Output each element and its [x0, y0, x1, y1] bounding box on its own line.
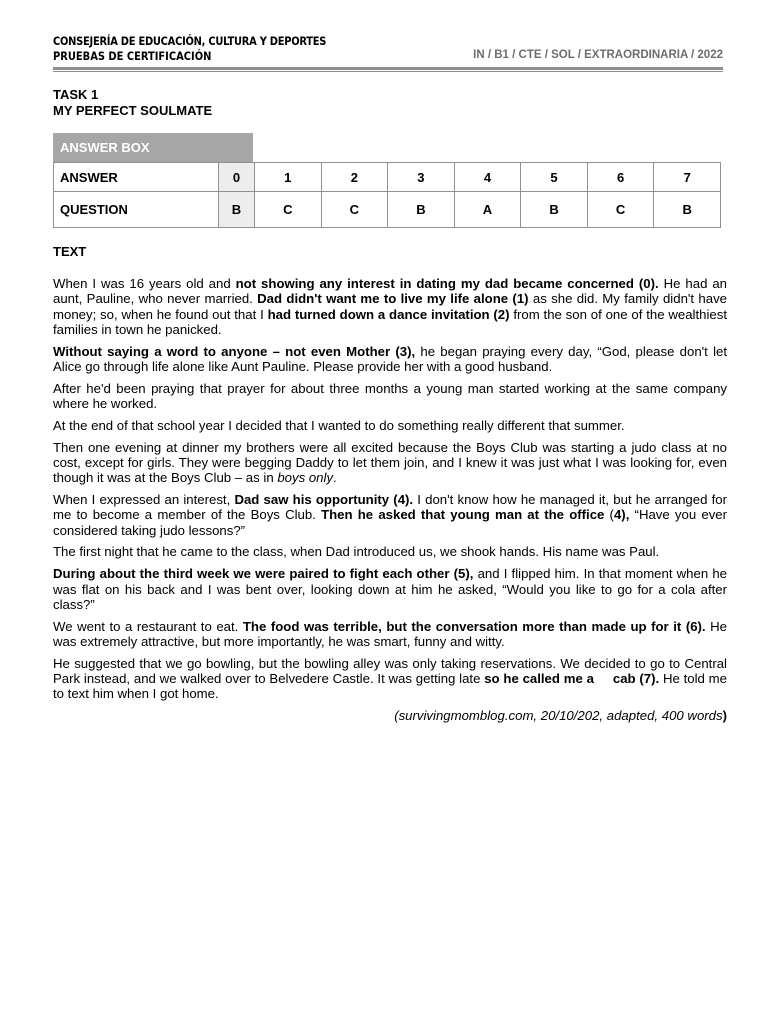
exam-type: PRUEBAS DE CERTIFICACIÓN [53, 49, 212, 63]
page-header [53, 34, 723, 65]
question-row [54, 192, 721, 228]
answer-cell: 0 [219, 163, 255, 192]
answer-cell: 3 [388, 163, 455, 192]
answer-cell: 5 [521, 163, 588, 192]
answer-cell: 7 [654, 163, 721, 192]
task-number: TASK 1 [53, 87, 99, 102]
question-cell: B [219, 192, 255, 228]
paragraph: When I was 16 years old and not showing any interest in dating my dad became concerned (0). He had an aunt, Pauline, who never married. Dad didn't want me to live my life alone (1) as she did. My family didn't have money; so, when he found out that I had turned down a dance invitation (2) from the son of one of the wealthiest families in town he panicked. [53, 276, 728, 337]
answer-row [54, 163, 721, 192]
task-title: MY PERFECT SOULMATE [53, 102, 213, 118]
paragraph: At the end of that school year I decided that I wanted to do something really different that summer. [53, 417, 625, 433]
paragraph: When I expressed an interest, Dad saw his opportunity (4). I don't know how he managed it, but he arranged for me to become a member of the Boys Club. Then he asked that young man at the office (4), “Have you ever considered taking judo lessons?” [53, 492, 728, 538]
task-heading [53, 87, 212, 118]
exam-code: IN / B1 / CTE / SOL / EXTRAORDINARIA / 2022 [473, 49, 723, 61]
answer-row-label: ANSWER [54, 163, 219, 192]
paragraph: During about the third week we were paired to fight each other (5), and I flipped him. In that moment when he was flat on his back and I was bent over, looking down at him he asked, “Would you like to go for a cola after class?” [53, 566, 727, 612]
answer-cell: 4 [454, 163, 521, 192]
paragraph: Then one evening at dinner my brothers were all excited because the Boys Club was starting a judo class at no cost, except for girls. They were begging Daddy to let them join, and I knew it was just what I was looking for, even though it was at the Boys Club – as in boys only. [53, 439, 727, 486]
answer-cell: 6 [587, 163, 654, 192]
reading-text [53, 276, 727, 723]
paragraph: Without saying a word to anyone – not even Mother (3), he began praying every day, “God, please don't let Alice go through life alone like Aunt Pauline. Please provide her with a good husband. [53, 343, 728, 374]
organization-name: CONSEJERÍA DE EDUCACIÓN, CULTURA Y DEPORTES [53, 34, 327, 48]
answer-cell: 2 [321, 163, 388, 192]
answer-table [53, 162, 721, 228]
question-cell: B [388, 192, 455, 228]
header-rule [53, 67, 723, 70]
header-rule-thin [53, 71, 723, 72]
text-heading: TEXT [53, 244, 87, 259]
paragraph: He suggested that we go bowling, but the bowling alley was only taking reservations. We decided to go to Central Park instead, and we walked over to Belvedere Castle. It was getting late so he called me a cab (7). He told me to text him when I got home. [53, 655, 727, 702]
paragraph: The first night that he came to the class, when Dad introduced us, we shook hands. His name was Paul. [53, 544, 660, 560]
question-cell: B [521, 192, 588, 228]
question-cell: A [454, 192, 521, 228]
question-cell: C [255, 192, 322, 228]
question-cell: B [654, 192, 721, 228]
paragraph: We went to a restaurant to eat. The food was terrible, but the conversation more than made up for it (6). He was extremely attractive, but more importantly, he was smart, funny and witty. [53, 618, 728, 649]
question-cell: C [321, 192, 388, 228]
source-citation: (survivingmomblog.com, 20/10/202, adapted, 400 words) [394, 708, 727, 724]
answer-box-title: ANSWER BOX [53, 133, 253, 162]
question-cell: C [587, 192, 654, 228]
question-row-label: QUESTION [54, 192, 219, 228]
answer-cell: 1 [255, 163, 322, 192]
paragraph: After he'd been praying that prayer for about three months a young man started working at the same company where he worked. [53, 380, 727, 412]
